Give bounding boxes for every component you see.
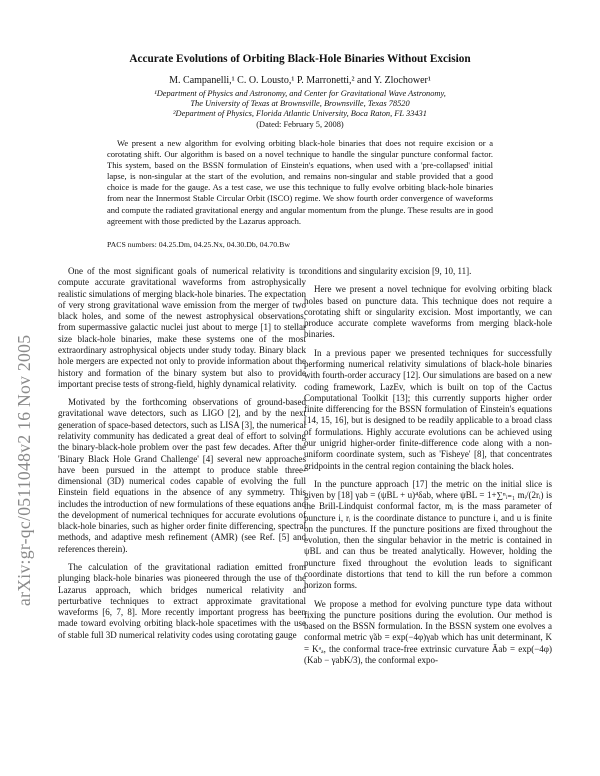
pacs-numbers: PACS numbers: 04.25.Dm, 04.25.Nx, 04.30.Db, 04.70.Bw <box>107 240 290 249</box>
abstract: We present a new algorithm for evolving orbiting black-hole binaries that does not require excision or a corotating shift. Our algorithm is based on a novel technique to handle the singular puncture conformal factor. This system, based on the BSSN formulation of Einstein's equations, when used with a 'pre-collapsed' initial lapse, is non-singular at the start of the evolution, and remains non-singular and stable provided that a good choice is made for the gauge. As a test case, we use this technique to fully evolve orbiting black-hole binaries from near the Innermost Stable Circular Orbit (ISCO) regime. We show fourth order convergence of waveforms and compute the radiated gravitational energy and angular momentum from the plunge. These results are in good agreement with those predicted by the Lazarus approach. <box>107 138 493 226</box>
paragraph: We propose a method for evolving puncture type data without fixing the puncture positions during the evolution. Our method is based on the BSSN formulation. In the BSSN system one evolves a conformal metric γ̃ab = exp(−4φ)γab which has unit determinant, K = Kᵃₐ, the conformal trace-free extrinsic curvature Ãab = exp(−4φ)(Kab − γabK/3), the conformal expo- <box>304 598 552 665</box>
paragraph: Here we present a novel technique for evolving orbiting black holes based on puncture data. This technique does not require a corotating shift or singularity excision. Most importantly, we can produce accurate complete waveforms from merging black-hole binaries. <box>304 284 552 340</box>
affiliation-line: The University of Texas at Brownsville, Brownsville, Texas 78520 <box>190 99 410 108</box>
paragraph: One of the most significant goals of numerical relativity is to compute accurate gravitational waveforms from astrophysically realistic simulations of merging black-hole binaries. The expectation of very strong gravitational wave emission from the merger of two black holes, and some of the newest astrophysical observations, from supermassive galactic nuclei just about to merge [1] to stellar size black-hole binaries, make these systems one of the most extraordinary astrophysical objects under study today. Binary black hole mergers are expected not only to provide information about the history and formation of the binary system but also to provide important precise tests of strong-field, highly dynamical relativity. <box>58 266 306 389</box>
date-line: (Dated: February 5, 2008) <box>256 120 344 129</box>
arxiv-identifier: arXiv:gr-qc/0511048v2 16 Nov 2005 <box>14 334 34 606</box>
paragraph: Motivated by the forthcoming observations of ground-based gravitational wave detectors, such as LIGO [2], and by the next generation of space-based detectors, such as LISA [3], the numerical relativity community has dedicated a great deal of effort to solving the binary-black-hole problem over the past few decades. After the 'Binary Black Hole Grand Challenge' [4] several new approaches have been pursued in the attempt to produce stable three-dimensional (3D) numerical codes capable of evolving the full Einstein field equations in the absence of any symmetry. This includes the introduction of new formulations of these equations and the development of numerical techniques for accurate evolutions of black-hole binaries, such as higher order finite differencing, spectral methods, and adaptive mesh refinement (AMR) (see Ref. [5] and references therein). <box>58 397 306 554</box>
paragraph: conditions and singularity excision [9, 10, 11]. <box>304 266 472 276</box>
affiliation-line: ²Department of Physics, Florida Atlantic University, Boca Raton, FL 33431 <box>173 109 427 118</box>
left-column <box>58 266 306 648</box>
right-column <box>304 266 552 673</box>
affiliation-line: ¹Department of Physics and Astronomy, and Center for Gravitational Wave Astronomy, <box>154 89 446 98</box>
author-list: M. Campanelli,¹ C. O. Lousto,¹ P. Marronetti,² and Y. Zlochower¹ <box>169 75 431 86</box>
paragraph: In a previous paper we presented techniques for successfully performing numerical relativity simulations of black-hole binaries with fourth-order accuracy [12]. Our simulations are based on a new coding framework, LazEv, which is built on top of the Cactus Computational Toolkit [13]; this currently supports higher order finite differencing for the BSSN formulation of Einstein's equations [14, 15, 16], but is designed to be readily applicable to a broad class of formulations. Highly accurate evolutions can be achieved using our unigrid higher-order finite-difference code along with a non-uniform coordinate system, such as 'Fisheye' [8], that concentrates gridpoints in the central region containing the black holes. <box>304 347 552 471</box>
paper-title: Accurate Evolutions of Orbiting Black-Hole Binaries Without Excision <box>129 53 471 65</box>
paragraph: In the puncture approach [17] the metric on the initial slice is given by [18] γab = (ψBL + u)⁴δab, where ψBL = 1+∑ⁿᵢ₌₁ mᵢ/(2rᵢ) is the Brill-Lindquist conformal factor, mᵢ is the mass parameter of puncture i, rᵢ is the coordinate distance to puncture i, and u is finite on the punctures. If the puncture positions are fixed throughout the evolution, then the singular behavior in the metric is contained in ψBL and can thus be treated analytically. However, holding the puncture fixed throughout the evolution leads to significant coordinate distortions that tend to kill the run before a common horizon forms. <box>304 478 552 591</box>
paragraph: The calculation of the gravitational radiation emitted from plunging black-hole binaries was pioneered through the use of the Lazarus approach, which bridges numerical relativity and perturbative techniques to extract approximate gravitational waveforms [6, 7, 8]. More recently important progress has been made toward evolving orbiting black-hole spacetimes with the use of stable full 3D numerical relativity codes using corotating gauge <box>58 562 306 640</box>
